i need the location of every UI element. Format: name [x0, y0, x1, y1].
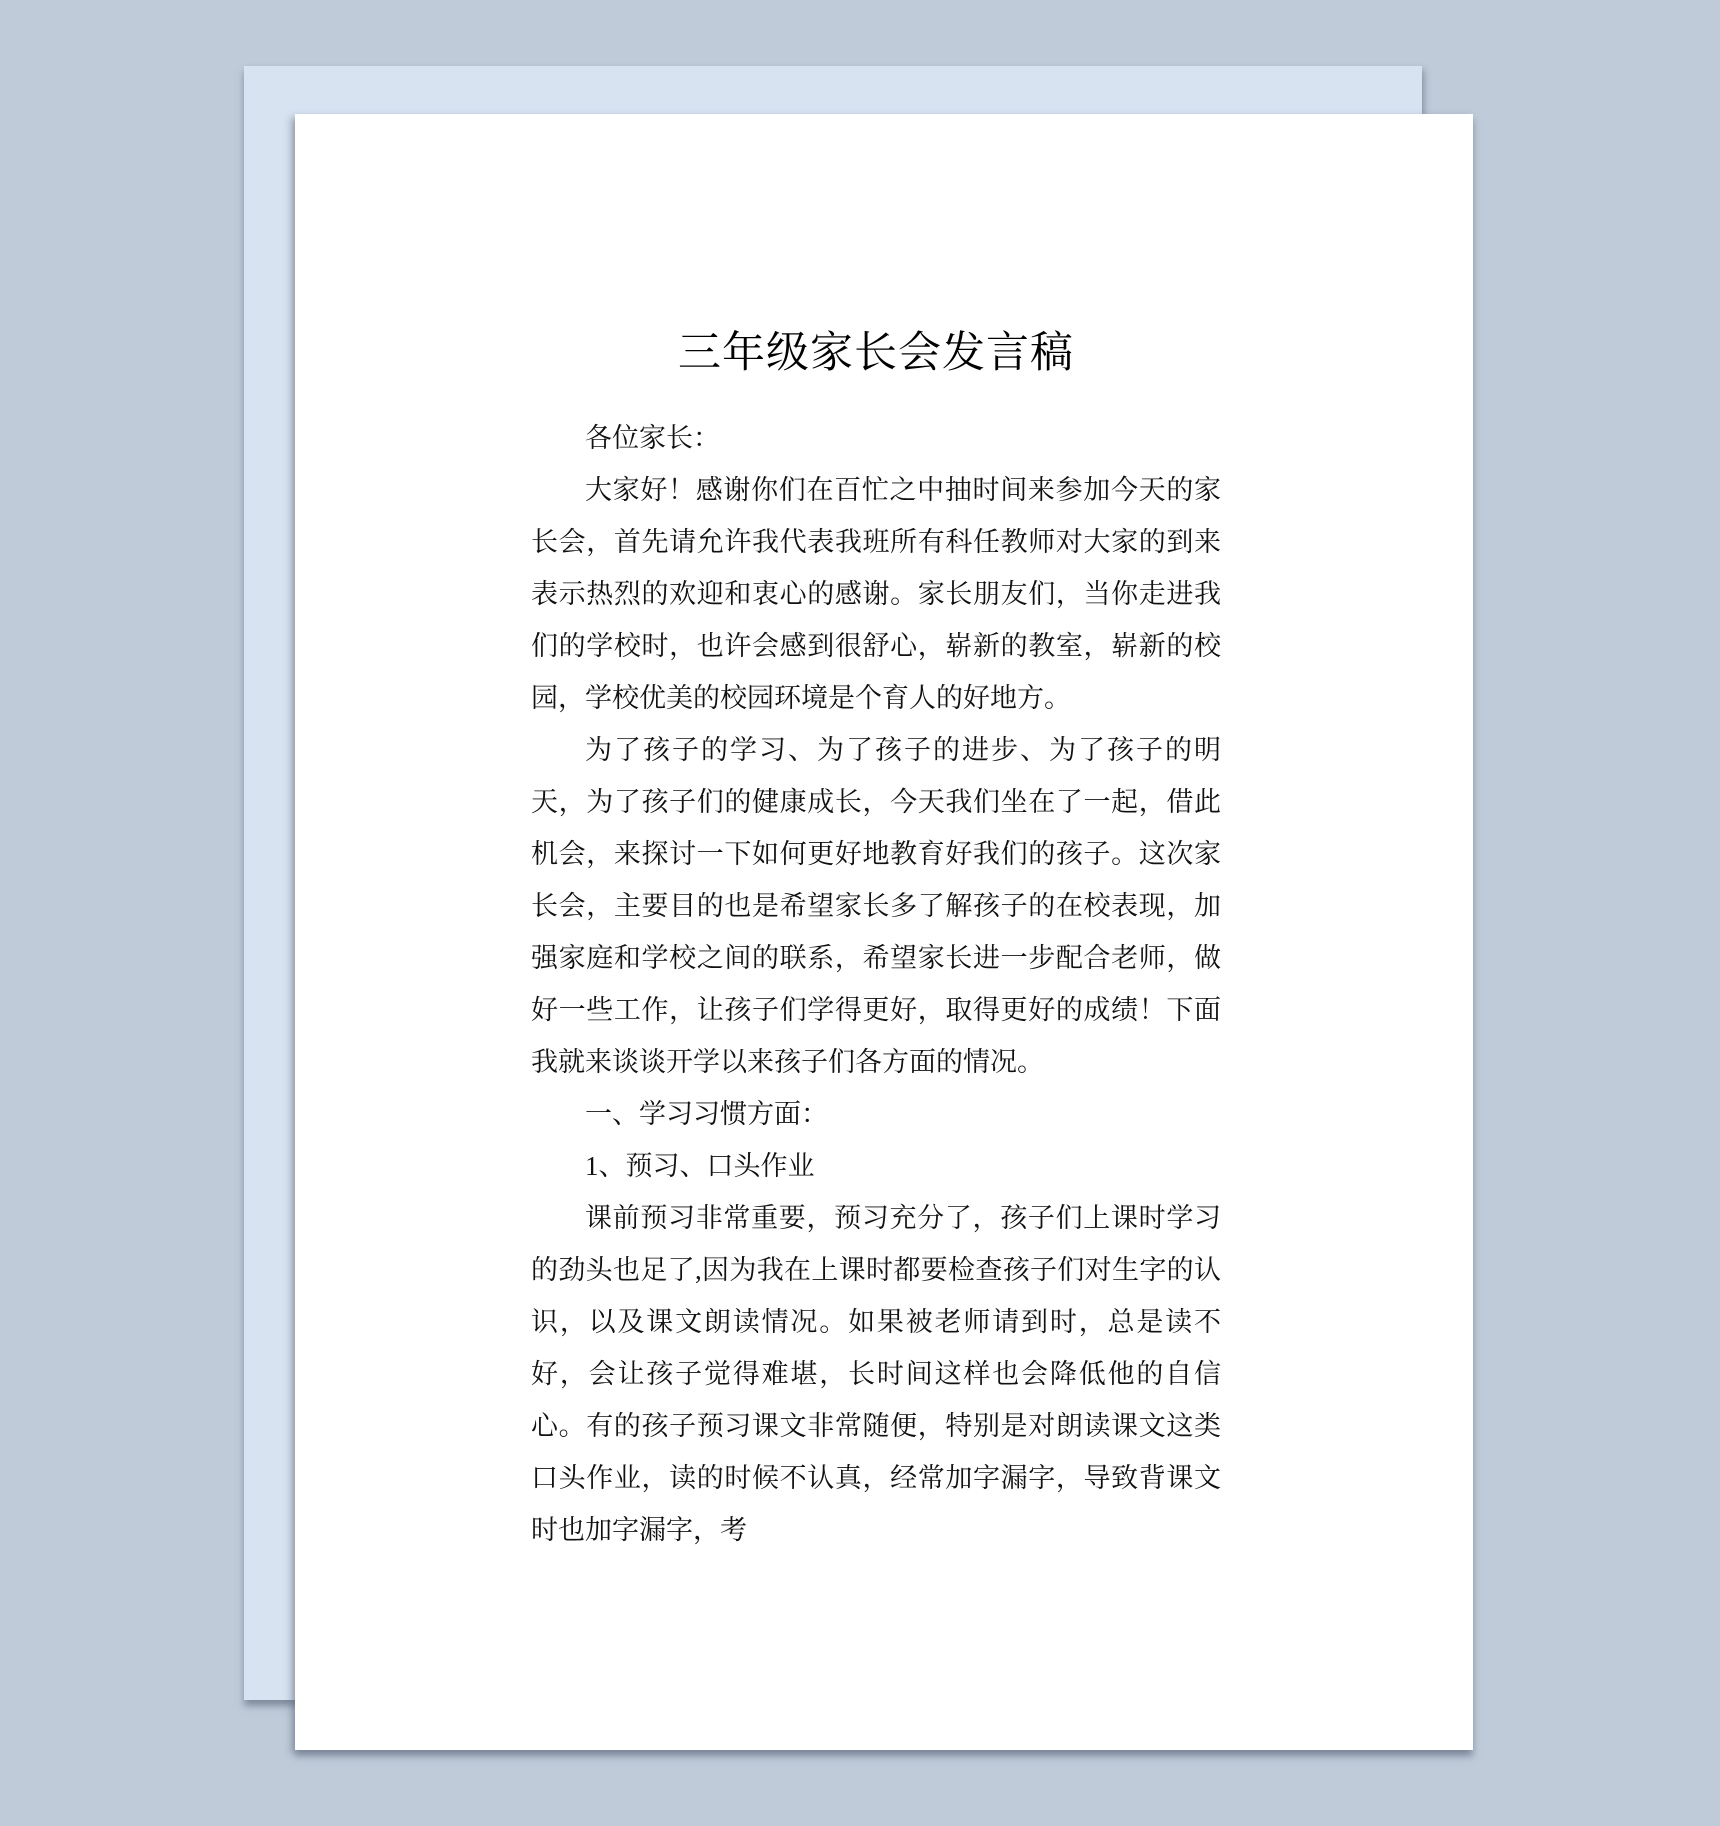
document-body — [531, 412, 1221, 1556]
paragraph: 课前预习非常重要，预习充分了，孩子们上课时学习的劲头也足了,因为我在上课时都要检查孩子们对生字的认识，以及课文朗读情况。如果被老师请到时，总是读不好，会让孩子觉得难堪，长时间这样也会降低他的自信心。有的孩子预习课文非常随便，特别是对朗读课文这类口头作业，读的时候不认真，经常加字漏字，导致背课文时也加字漏字，考 — [531, 1203, 1221, 1545]
document-title: 三年级家长会发言稿 — [678, 330, 1074, 377]
paragraph: 一、学习习惯方面： — [585, 1099, 828, 1129]
document-content — [531, 324, 1221, 1556]
paragraph: 大家好！感谢你们在百忙之中抽时间来参加今天的家长会，首先请允许我代表我班所有科任教师对大家的到来表示热烈的欢迎和衷心的感谢。家长朋友们，当你走进我们的学校时，也许会感到很舒心，崭新的教室，崭新的校园，学校优美的校园环境是个育人的好地方。 — [531, 475, 1221, 713]
document-page — [295, 114, 1473, 1750]
paragraph: 1、预习、口头作业 — [585, 1151, 815, 1181]
paragraph: 各位家长： — [585, 423, 720, 453]
paragraph: 为了孩子的学习、为了孩子的进步、为了孩子的明天，为了孩子们的健康成长，今天我们坐在了一起，借此机会，来探讨一下如何更好地教育好我们的孩子。这次家长会，主要目的也是希望家长多了解孩子的在校表现，加强家庭和学校之间的联系，希望家长进一步配合老师，做好一些工作，让孩子们学得更好，取得更好的成绩！下面我就来谈谈开学以来孩子们各方面的情况。 — [531, 735, 1221, 1077]
